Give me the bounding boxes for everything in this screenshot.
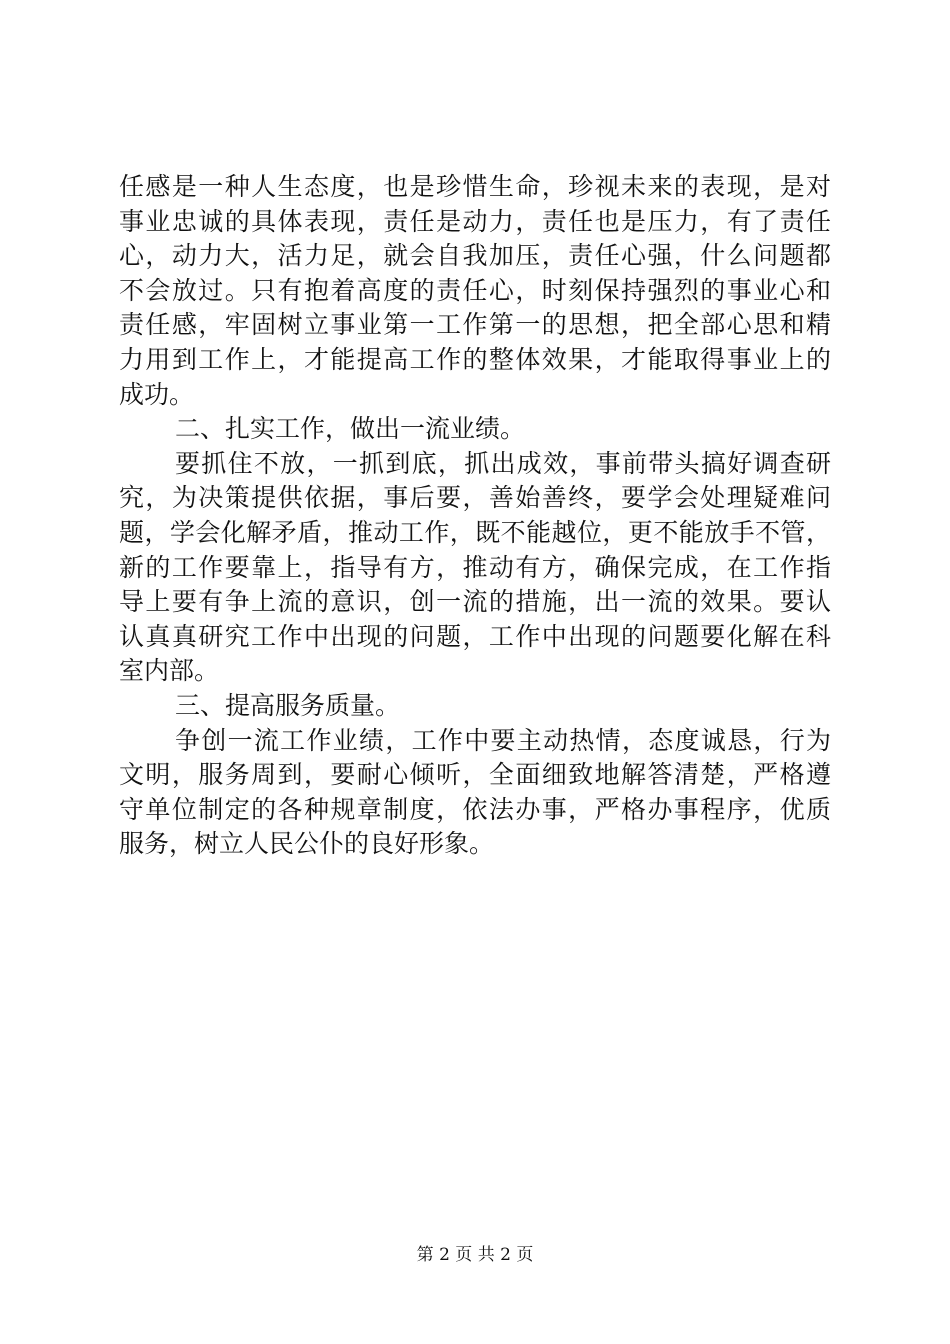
body-line: 心，动力大，活力足，就会自我加压，责任心强，什么问题都 <box>119 241 831 271</box>
body-line: 守单位制定的各种规章制度，依法办事，严格办事程序，优质 <box>119 794 831 824</box>
body-line: 力用到工作上，才能提高工作的整体效果，才能取得事业上的 <box>119 344 831 374</box>
body-line: 文明，服务周到，要耐心倾听，全面细致地解答清楚，严格遵 <box>119 760 831 790</box>
section-heading: 三、提高服务质量。 <box>175 690 401 720</box>
document-body <box>119 170 831 862</box>
body-line: 事业忠诚的具体表现，责任是动力，责任也是压力，有了责任 <box>119 206 831 236</box>
body-line: 新的工作要靠上，指导有方，推动有方，确保完成，在工作指 <box>119 552 831 582</box>
body-line: 任感是一种人生态度，也是珍惜生命，珍视未来的表现，是对 <box>119 172 831 201</box>
body-line: 室内部。 <box>119 656 220 686</box>
section-heading: 二、扎实工作，做出一流业绩。 <box>175 414 526 444</box>
body-line: 成功。 <box>119 379 195 409</box>
body-line: 服务，树立人民公仆的良好形象。 <box>119 829 495 859</box>
body-line: 认真真研究工作中出现的问题，工作中出现的问题要化解在科 <box>119 621 831 651</box>
page-number-footer: 第 2 页 共 2 页 <box>416 1245 534 1265</box>
body-line: 究，为决策提供依据，事后要，善始善终，要学会处理疑难问 <box>119 483 831 513</box>
body-line: 要抓住不放，一抓到底，抓出成效，事前带头搞好调查研 <box>175 448 831 478</box>
body-line: 不会放过。只有抱着高度的责任心，时刻保持强烈的事业心和 <box>119 275 831 305</box>
body-line: 题，学会化解矛盾，推动工作，既不能越位，更不能放手不管， <box>119 517 831 547</box>
body-line: 争创一流工作业绩，工作中要主动热情，态度诚恳，行为 <box>175 725 831 755</box>
body-line: 导上要有争上流的意识，创一流的措施，出一流的效果。要认 <box>119 587 831 617</box>
body-line: 责任感，牢固树立事业第一工作第一的思想，把全部心思和精 <box>119 310 831 340</box>
